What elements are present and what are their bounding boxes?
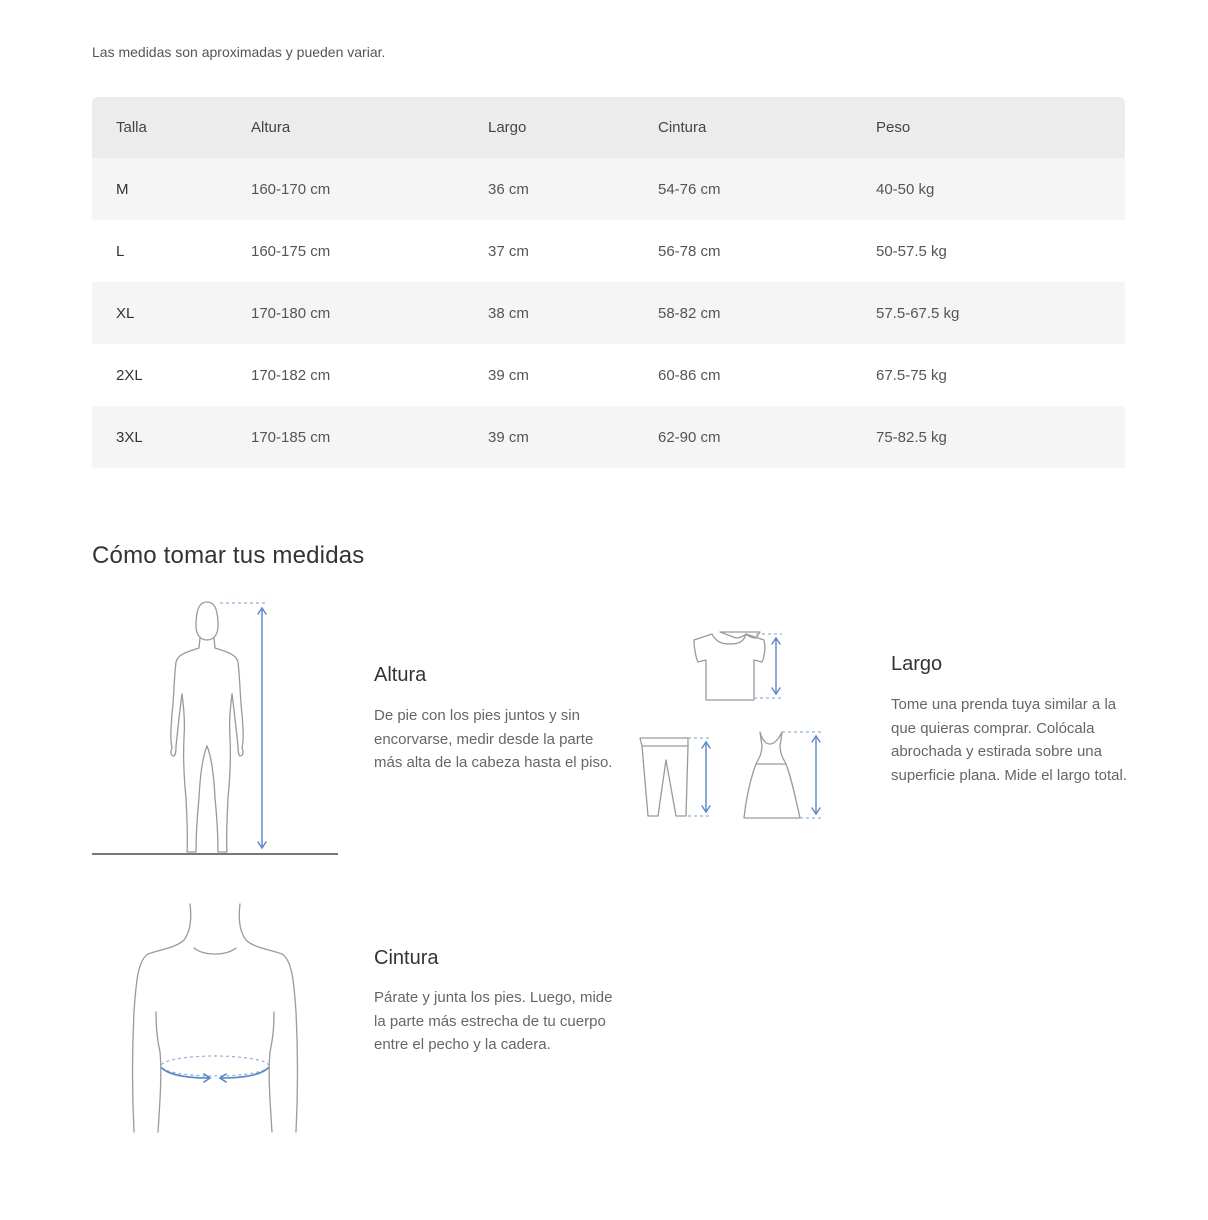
altura-title: Altura	[374, 664, 427, 686]
table-row	[92, 344, 1125, 406]
cell-cintura: 62-90 cm	[658, 406, 876, 468]
cell-altura: 160-170 cm	[251, 158, 488, 220]
cintura-title: Cintura	[374, 947, 439, 969]
size-table	[92, 97, 1125, 468]
column-header-talla: Talla	[92, 97, 251, 158]
column-header-altura: Altura	[251, 97, 488, 158]
cell-altura: 160-175 cm	[251, 242, 331, 260]
cell-peso: 57.5-67.5 kg	[876, 282, 1125, 344]
cell-largo: 39 cm	[488, 406, 658, 468]
table-row	[92, 406, 1125, 468]
largo-description: Tome una prenda tuya similar a la que quieras comprar. Colócala abrochada y estirada sobre una superficie plana. Mide el largo total.	[891, 696, 1127, 784]
cell-cintura: 54-76 cm	[658, 158, 876, 220]
table-header-row	[92, 97, 1125, 158]
cell-cintura: 58-82 cm	[658, 282, 876, 344]
cell-peso: 40-50 kg	[876, 158, 1125, 220]
cell-talla: XL	[92, 282, 251, 344]
table-row	[92, 282, 1125, 344]
body-height-illustration	[92, 598, 342, 860]
disclaimer-note: Las medidas son aproximadas y pueden variar.	[92, 44, 386, 60]
column-header-largo: Largo	[488, 97, 658, 158]
cell-cintura: 60-86 cm	[658, 366, 721, 384]
largo-title: Largo	[891, 653, 943, 675]
column-header-cintura: Cintura	[658, 97, 876, 158]
cell-cintura: 56-78 cm	[658, 242, 721, 260]
cell-talla: L	[116, 242, 125, 260]
cell-talla: 3XL	[92, 406, 251, 468]
cell-peso: 75-82.5 kg	[876, 406, 1125, 468]
column-header-peso: Peso	[876, 97, 1125, 158]
waist-illustration	[128, 902, 310, 1134]
cell-largo: 37 cm	[488, 242, 529, 260]
cintura-description: Párate y junta los pies. Luego, mide la parte más estrecha de tu cuerpo entre el pecho y la cadera.	[374, 989, 613, 1053]
altura-description: De pie con los pies juntos y sin encorvarse, medir desde la parte más alta de la cabeza hasta el piso.	[374, 707, 613, 771]
cell-talla: 2XL	[116, 366, 143, 384]
garment-length-illustration	[636, 628, 828, 826]
table-row	[92, 220, 1125, 282]
cell-altura: 170-182 cm	[251, 366, 331, 384]
cell-largo: 38 cm	[488, 282, 658, 344]
cell-largo: 36 cm	[488, 158, 658, 220]
howto-title: Cómo tomar tus medidas	[92, 542, 365, 569]
cell-largo: 39 cm	[488, 366, 529, 384]
table-row	[92, 158, 1125, 220]
cell-altura: 170-185 cm	[251, 406, 488, 468]
cell-talla: M	[92, 158, 251, 220]
cell-peso: 50-57.5 kg	[876, 242, 947, 260]
cell-peso: 67.5-75 kg	[876, 366, 947, 384]
cell-altura: 170-180 cm	[251, 282, 488, 344]
